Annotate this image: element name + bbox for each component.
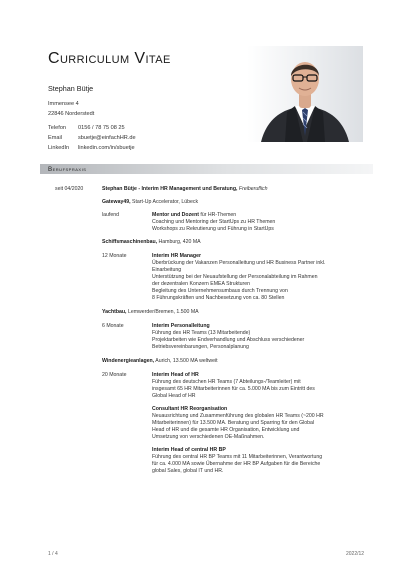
role-duration-schiff: 12 Monate <box>102 253 127 259</box>
company-gateway-name: Gateway49, <box>102 199 131 205</box>
company-wind <box>102 358 218 365</box>
role-wind-title: Interim Head of HR <box>152 372 199 378</box>
company-gateway-details: Start-Up Accelerator, Lübeck <box>132 199 199 205</box>
role-wind-hrbp-title: Interim Head of central HR BP <box>152 447 226 453</box>
role-mentor-topic: für HR-Themen <box>200 212 237 218</box>
company-yacht-name: Yachtbau, <box>102 309 127 315</box>
role-wind-hrbp-line: global Sales, global IT und HR. <box>152 468 224 474</box>
entry-heading <box>102 186 267 193</box>
company-yacht-details: Lemwerder/Bremen, 1.500 MA <box>127 309 199 315</box>
document-title: Curriculum Vitae <box>48 50 171 67</box>
role-yacht-line: Führung des HR Teams (13 Mitarbeitende) <box>152 330 251 336</box>
entry-heading-type: Freiberuflich <box>238 186 268 192</box>
role-mentor-title: Mentor und Dozent <box>152 212 199 218</box>
company-schiff <box>102 239 201 246</box>
role-schiff-line: der dezentralen Konzern EMEA Strukturen <box>152 281 251 287</box>
role-duration-mentor: laufend <box>102 212 120 218</box>
contact-phone-label: Telefon <box>48 125 67 131</box>
portrait-image <box>247 46 363 142</box>
entry-heading-title: Stephan Bütje - Interim HR Management und Beratung, <box>102 186 238 192</box>
role-yacht-line: Projektarbeiten wie Endverhandlung und Abschluss verschiedener <box>152 337 305 343</box>
role-wind-consultant-line: Umsetzung von verschiedenen OE-Maßnahmen. <box>152 434 265 440</box>
person-name: Stephan Bütje <box>48 84 94 93</box>
role-schiff-line: Unterstützung bei der Neuaufstellung der Personalabteilung im Rahmen <box>152 274 318 280</box>
role-schiff-line: Begleitung des Unternehmensumbaus durch Trennung von <box>152 288 288 294</box>
role-wind-consultant-line: Mitarbeiterinnen) für 13.500 MA. Beratung und Sparring für den Global <box>152 420 315 426</box>
role-wind-hrbp-line: für ca. 4.000 MA sowie Übernahme der HR BP Aufgaben für die Bereiche <box>152 461 321 467</box>
section-title-berufspraxis: Berufspraxis <box>48 165 87 173</box>
company-gateway <box>102 199 198 206</box>
role-wind-consultant-line: Head of HR und die gesamte HR Organisation, Entwicklung und <box>152 427 300 433</box>
contact-email-value[interactable]: sbuetje@einfachHR.de <box>78 135 136 141</box>
role-schiff-line: Überbrückung der Vakanzen Personalleitung und HR Business Partner inkl. <box>152 260 326 266</box>
role-schiff-line: Einarbeitung <box>152 267 182 273</box>
role-mentor-line: Coaching und Mentoring der StartUps zu HR Themen <box>152 219 276 225</box>
address-street: Immensee 4 <box>48 101 79 107</box>
role-yacht-title: Interim Personalleitung <box>152 323 210 329</box>
role-wind-line: Führung des deutschen HR Teams (7 Abteilungs-/Teamleiter) mit <box>152 379 301 385</box>
role-yacht-line: Betriebsvereinbarungen, Personalplanung <box>152 344 249 350</box>
role-duration-wind: 20 Monate <box>102 372 127 378</box>
document-date: 2022/12 <box>346 551 365 557</box>
profile-photo <box>247 46 363 142</box>
role-wind-hrbp-line: Führung des central HR BP Teams mit 11 Mitarbeiterinnen, Verantwortung <box>152 454 323 460</box>
role-mentor <box>152 212 236 219</box>
entry-date: seit 04/2020 <box>55 186 84 192</box>
company-schiff-details: Hamburg, 420 MA <box>158 239 201 245</box>
company-wind-details: Aurich, 13.500 MA weltweit <box>155 358 218 364</box>
role-schiff-title: Interim HR Manager <box>152 253 202 259</box>
role-wind-consultant-title: Consultant HR Reorganisation <box>152 406 228 412</box>
role-schiff-line: 8 Führungskräften und Nachbesetzung von ca. 80 Stellen <box>152 295 285 301</box>
address-city: 22846 Norderstedt <box>48 111 95 117</box>
contact-email-label: Email <box>48 135 62 141</box>
company-yacht <box>102 309 199 316</box>
role-mentor-line: Workshops zu Rekrutierung und Führung in StartUps <box>152 226 274 232</box>
company-wind-name: Windenergieanlagen, <box>102 358 155 364</box>
section-header-bar <box>40 164 373 174</box>
role-wind-consultant-line: Neuausrichtung und Zusammenführung des globalen HR Teams (~200 HR <box>152 413 324 419</box>
contact-phone-value: 0156 / 78 75 08 25 <box>78 125 125 131</box>
role-duration-yacht: 6 Monate <box>102 323 124 329</box>
role-wind-line: Global Head of HR <box>152 393 196 399</box>
role-wind-line: insgesamt 65 HR Mitarbeiterinnen für ca. 5.000 MA bis zum Eintritt des <box>152 386 315 392</box>
company-schiff-name: Schiffsmaschinenbau, <box>102 239 158 245</box>
page-number: 1 / 4 <box>48 551 58 557</box>
contact-linkedin-label: LinkedIn <box>48 145 70 151</box>
contact-linkedin-value[interactable]: linkedin.com/in/sbuetje <box>78 145 135 151</box>
